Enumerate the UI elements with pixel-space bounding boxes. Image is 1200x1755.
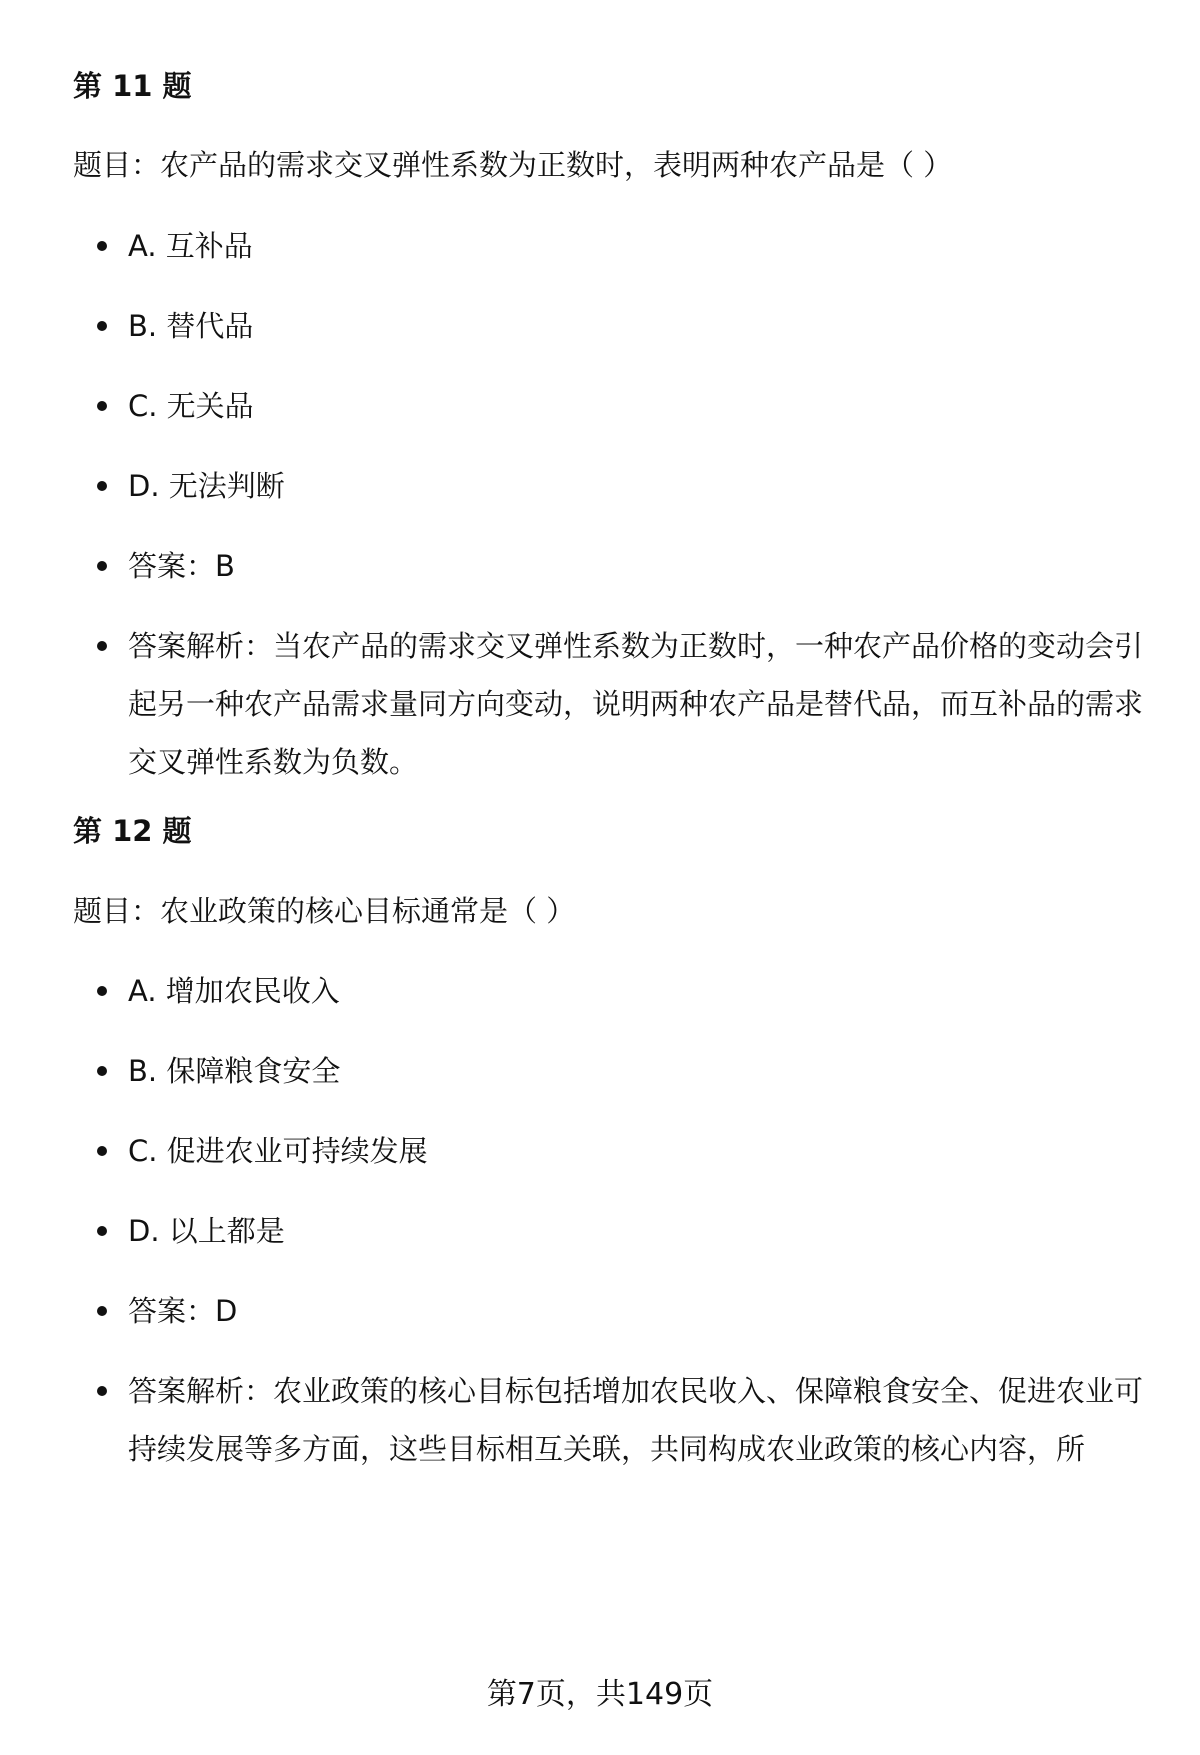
bullet-icon (97, 1386, 107, 1396)
option-item (97, 1213, 1147, 1249)
question-heading: 第 12 题 (73, 814, 192, 848)
question-heading: 第 11 题 (73, 69, 192, 103)
option-text: B. 保障粮食安全 (128, 1054, 341, 1088)
option-text: B. 替代品 (128, 309, 254, 343)
option-item (97, 973, 1147, 1009)
analysis-text: 答案解析：农业政策的核心目标包括增加农民收入、保障粮食安全、促进农业可持续发展等多方面，这些目标相互关联，共同构成农业政策的核心内容，所 (128, 1374, 1144, 1466)
answer-item (97, 1293, 1147, 1329)
option-text: C. 促进农业可持续发展 (128, 1134, 428, 1168)
option-text: A. 互补品 (128, 229, 253, 263)
option-item (97, 228, 1147, 264)
bullet-icon (97, 481, 107, 491)
option-item (97, 1053, 1147, 1089)
bullet-icon (97, 1226, 107, 1236)
option-item (97, 388, 1147, 424)
bullet-icon (97, 986, 107, 996)
bullet-icon (97, 641, 107, 651)
option-item (97, 468, 1147, 504)
bullet-icon (97, 561, 107, 571)
bullet-icon (97, 241, 107, 251)
answer-item (97, 548, 1147, 584)
option-text: D. 无法判断 (128, 469, 285, 503)
question-stem: 题目：农产品的需求交叉弹性系数为正数时，表明两种农产品是（ ） (73, 148, 953, 182)
option-text: C. 无关品 (128, 389, 254, 423)
answer-text: 答案：B (128, 549, 235, 583)
question-stem: 题目：农业政策的核心目标通常是（ ） (73, 894, 576, 928)
analysis-text: 答案解析：当农产品的需求交叉弹性系数为正数时，一种农产品价格的变动会引起另一种农产品需求量同方向变动，说明两种农产品是替代品，而互补品的需求交叉弹性系数为负数。 (128, 629, 1144, 779)
analysis-item (97, 617, 1147, 791)
option-text: D. 以上都是 (128, 1214, 285, 1248)
answer-text: 答案：D (128, 1294, 238, 1328)
bullet-icon (97, 321, 107, 331)
option-item (97, 1133, 1147, 1169)
bullet-icon (97, 1066, 107, 1076)
bullet-icon (97, 1146, 107, 1156)
bullet-icon (97, 1306, 107, 1316)
bullet-icon (97, 401, 107, 411)
option-text: A. 增加农民收入 (128, 974, 340, 1008)
page-number: 第7页，共149页 (486, 1677, 714, 1712)
analysis-item (97, 1362, 1147, 1478)
option-item (97, 308, 1147, 344)
